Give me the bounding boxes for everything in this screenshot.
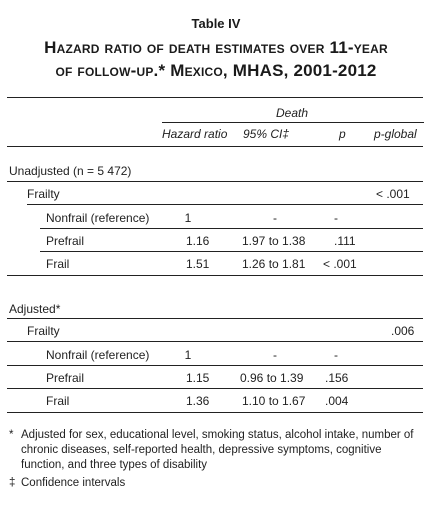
table-title-line-2: of follow-up.* Mexico, MHAS, 2001-2012 xyxy=(55,61,377,80)
ci-value: 1.26 to 1.81 xyxy=(242,257,306,271)
footnote-star-mark: * xyxy=(9,429,14,441)
row-line xyxy=(7,341,423,342)
footnote-star-text: Adjusted for sex, educational level, smoking status, alcohol intake, number of chronic diseases, self-reported health, depressive symptoms, cognitive function, and three types of disability xyxy=(21,429,414,471)
p-global-value: < .001 xyxy=(376,187,410,201)
ci-value: - xyxy=(273,211,277,225)
table-bottom-rule xyxy=(7,412,423,413)
table-title xyxy=(10,36,422,82)
hazard-ratio-value: 1 xyxy=(184,348,192,362)
frailty-label: Frailty xyxy=(27,324,60,338)
p-value: < .001 xyxy=(323,257,357,271)
table-top-rule xyxy=(7,97,423,98)
hazard-ratio-value: 1.36 xyxy=(186,394,210,408)
ci-value: 0.96 to 1.39 xyxy=(240,371,304,385)
row-label: Frail xyxy=(46,394,70,408)
p-global-value: .006 xyxy=(391,324,415,338)
row-line xyxy=(27,204,423,205)
row-line xyxy=(7,388,423,389)
hazard-ratio-value: 1 xyxy=(184,211,192,225)
ci-value: 1.10 to 1.67 xyxy=(242,394,306,408)
col-header-hazard-ratio: Hazard ratio xyxy=(162,127,228,141)
group-header-death: Death xyxy=(275,106,309,120)
p-value: .111 xyxy=(334,234,356,248)
table-label: Table IV xyxy=(191,16,241,31)
row-label: Frail xyxy=(46,257,70,271)
row-label: Nonfrail (reference) xyxy=(46,348,150,362)
section-label-adjusted: Adjusted* xyxy=(9,302,61,316)
group-header-rule xyxy=(162,122,424,123)
row-line xyxy=(7,318,423,319)
footnote-dagger-text: Confidence intervals xyxy=(21,477,126,489)
row-line xyxy=(7,365,423,366)
row-line xyxy=(7,275,423,276)
header-bottom-rule xyxy=(7,146,423,147)
hazard-ratio-value: 1.51 xyxy=(186,257,210,271)
row-line xyxy=(40,251,423,252)
section-label-unadjusted: Unadjusted (n = 5 472) xyxy=(9,164,132,178)
p-value: - xyxy=(334,211,338,225)
row-line xyxy=(40,228,423,229)
hazard-ratio-value: 1.16 xyxy=(186,234,210,248)
row-label: Prefrail xyxy=(46,234,85,248)
table-title-line-1: Hazard ratio of death estimates over 11-year xyxy=(44,38,388,57)
col-header-ci: 95% CI‡ xyxy=(243,127,290,141)
hazard-ratio-value: 1.15 xyxy=(186,371,210,385)
footnote-dagger-mark: ‡ xyxy=(9,477,16,489)
ci-value: 1.97 to 1.38 xyxy=(242,234,306,248)
row-label: Prefrail xyxy=(46,371,85,385)
p-value: .004 xyxy=(325,394,349,408)
ci-value: - xyxy=(273,348,277,362)
p-value: - xyxy=(334,348,338,362)
frailty-label: Frailty xyxy=(27,187,60,201)
row-label: Nonfrail (reference) xyxy=(46,211,150,225)
row-line xyxy=(7,181,423,182)
p-value: .156 xyxy=(325,371,349,385)
col-header-p-global: p-global xyxy=(374,127,417,141)
col-header-p: p xyxy=(339,127,346,141)
